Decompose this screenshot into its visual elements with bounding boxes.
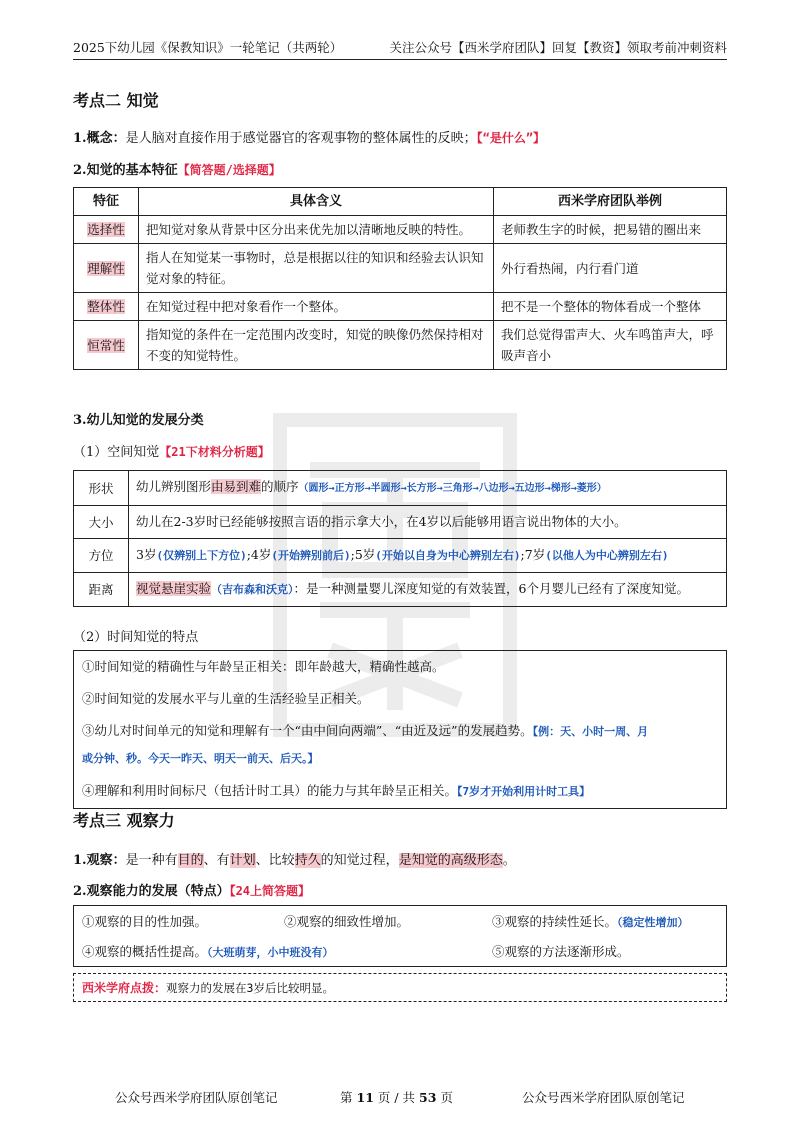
th-feature: 特征 <box>74 188 139 216</box>
tip-text: 观察力的发展在3岁后比较明显。 <box>166 981 334 995</box>
space-heading <box>73 441 270 460</box>
concept-num: 1. <box>73 131 87 146</box>
feature-meaning: 指人在知觉某一事物时，总是根据以往的知识和经验去认识知觉对象的特征。 <box>139 244 494 293</box>
obs-item: ②观察的细致性增加。 <box>284 914 410 929</box>
header-left: 2025下幼儿园《保教知识》一轮笔记（共两轮） <box>73 40 343 55</box>
feature-meaning: 指知觉的条件在一定范围内改变时，知觉的映像仍然保持相对不变的知觉特性。 <box>139 321 494 370</box>
table-row <box>74 293 727 321</box>
feature-name: 选择性 <box>74 216 139 244</box>
feature-example: 外行看热闹，内行看门道 <box>494 244 727 293</box>
table-row <box>74 244 727 293</box>
table-row <box>74 321 727 370</box>
table-row <box>74 216 727 244</box>
features-heading-text: 2.知觉的基本特征 <box>73 163 178 178</box>
feature-name: 整体性 <box>74 293 139 321</box>
features-table <box>73 187 727 370</box>
space-heading-text: （1）空间知觉 <box>73 445 160 460</box>
footer-right: 公众号西米学府团队原创笔记 <box>522 1090 685 1105</box>
tip-box <box>73 973 727 1002</box>
table-row <box>74 471 727 506</box>
space-label: 方位 <box>74 539 129 573</box>
page-header <box>73 34 727 60</box>
observation-box <box>73 905 727 967</box>
th-meaning: 具体含义 <box>139 188 494 216</box>
space-label: 大小 <box>74 506 129 539</box>
obs-item: ④观察的概括性提高。（大班萌芽，小中班没有） <box>82 944 334 959</box>
space-tag: 【21下材料分析题】 <box>159 445 270 459</box>
concept-label: 概念： <box>86 131 126 146</box>
features-tag: 【简答题/选择题】 <box>177 163 281 177</box>
th-example: 西米学府团队举例 <box>494 188 727 216</box>
table-header-row <box>74 188 727 216</box>
space-label: 形状 <box>74 471 129 506</box>
observation-def: 1.观察：是一种有目的、有计划、比较持久的知觉过程，是知觉的高级形态。 <box>73 853 516 868</box>
time-item: ④理解和利用时间标尺（包括计时工具）的能力与其年龄呈正相关。【7岁才开始利用计时工具】 <box>82 783 591 798</box>
feature-name: 理解性 <box>74 244 139 293</box>
time-heading: （2）时间知觉的特点 <box>73 630 199 645</box>
table-row <box>74 573 727 607</box>
feature-example: 我们总觉得雷声大、火车鸣笛声大，呼吸声音小 <box>494 321 727 370</box>
table-row <box>74 506 727 539</box>
feature-example: 把不是一个整体的物体看成一个整体 <box>494 293 727 321</box>
space-distance: 视觉悬崖实验（吉布森和沃克）：是一种测量婴儿深度知觉的有效装置，6个月婴儿已经有了深度知觉。 <box>129 573 727 607</box>
section3-title: 考点三 观察力 <box>73 811 175 830</box>
space-size: 幼儿在2-3岁时已经能够按照言语的指示拿大小，在4岁以后能够用语言说出物体的大小。 <box>129 506 727 539</box>
obs-item: ③观察的持续性延长。（稳定性增加） <box>492 914 689 929</box>
obs-item: ⑤观察的方法逐渐形成。 <box>492 944 630 959</box>
obs-item: ①观察的目的性加强。 <box>82 914 208 929</box>
dev-heading: 3.幼儿知觉的发展分类 <box>73 413 204 428</box>
space-shape: 幼儿辨别图形由易到难的顺序（圆形→正方形→半圆形→长方形→三角形→八边形→五边形→梯形→菱形） <box>129 471 727 506</box>
time-item: ③幼儿对时间单元的知觉和理解有一个“由中间向两端”、“由近及远”的发展趋势。【例：天、小时一周、月 或分钟、秒。今天一昨天、明天一前天、后天。】 <box>82 723 649 765</box>
features-heading <box>73 159 281 178</box>
concept-text: 是人脑对直接作用于感觉器官的客观事物的整体属性的反映； <box>125 131 477 146</box>
feature-name: 恒常性 <box>74 321 139 370</box>
header-right: 关注公众号【西米学府团队】回复【教资】领取考前冲刺资料 <box>389 40 727 55</box>
feature-example: 老师教生字的时候，把易错的圈出来 <box>494 216 727 244</box>
time-item: ①时间知觉的精确性与年龄呈正相关：即年龄越大，精确性越高。 <box>82 659 445 674</box>
concept-tag: 【“是什么”】 <box>476 131 546 145</box>
tip-label: 西米学府点拨： <box>82 981 167 995</box>
space-direction: 3岁(仅辨别上下方位);4岁(开始辨别前后);5岁(开始以自身为中心辨别左右);7岁(以他人为中心辨别左右) <box>129 539 727 573</box>
observation-dev-heading: 2.观察能力的发展（特点）【24上简答题】 <box>73 884 311 899</box>
feature-meaning: 在知觉过程中把对象看作一个整体。 <box>139 293 494 321</box>
concept-line <box>73 127 545 146</box>
time-box <box>73 650 727 809</box>
feature-meaning: 把知觉对象从背景中区分出来优先加以清晰地反映的特性。 <box>139 216 494 244</box>
footer-left: 公众号西米学府团队原创笔记 <box>115 1090 278 1105</box>
footer-page: 第 11 页 / 共 53 页 <box>340 1090 453 1105</box>
space-table <box>73 470 727 607</box>
table-row <box>74 539 727 573</box>
space-label: 距离 <box>74 573 129 607</box>
section2-title: 考点二 知觉 <box>73 91 159 110</box>
time-item: ②时间知觉的发展水平与儿童的生活经验呈正相关。 <box>82 691 370 706</box>
